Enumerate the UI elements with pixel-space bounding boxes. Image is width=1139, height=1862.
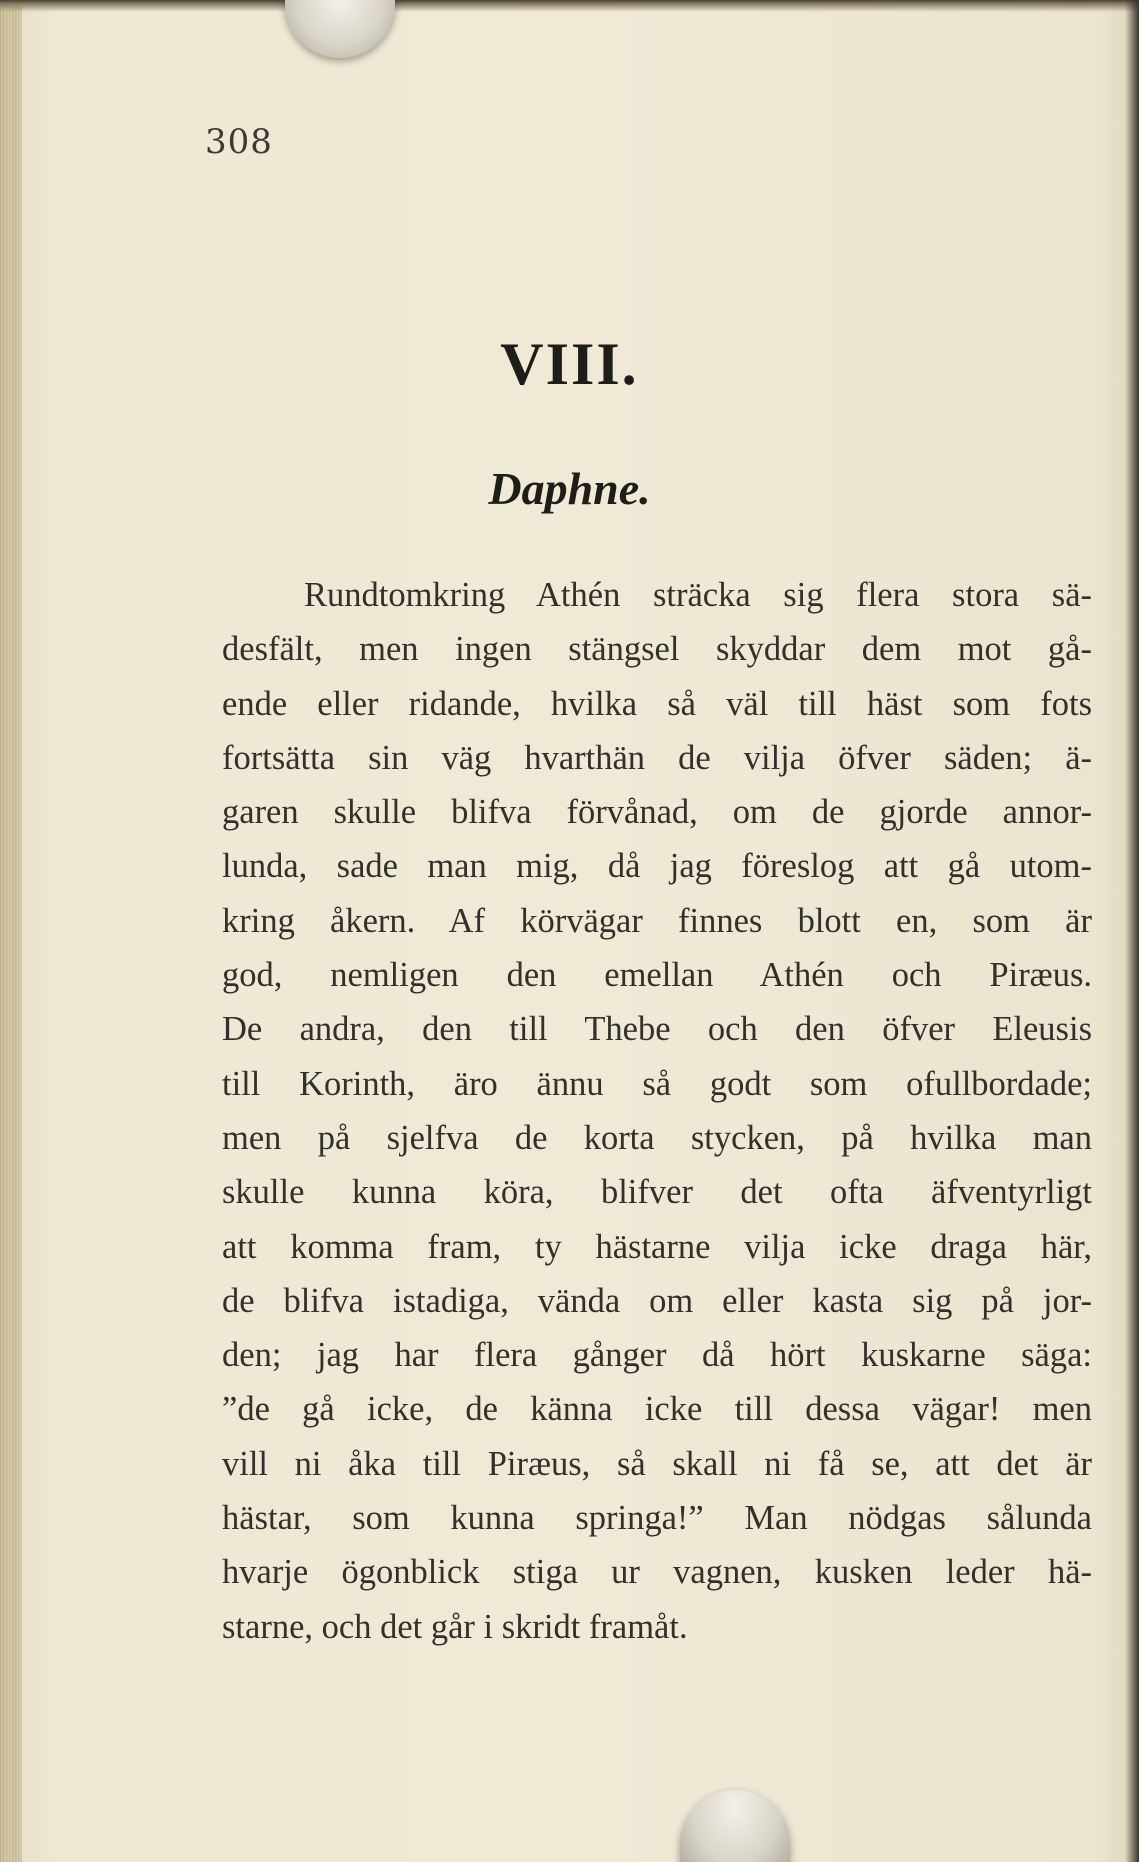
text-line: De andra, den till Thebe och den öfver Eleusis [222,1010,1092,1049]
text-line: kring åkern. Af körvägar finnes blott en, som är [222,901,1092,940]
text-line: garen skulle blifva förvånad, om de gjorde annor- [222,793,1092,832]
text-line: skulle kunna köra, blifver det ofta äfventyrligt [222,1173,1092,1212]
top-shadow [0,0,1139,12]
page-clip-bottom [680,1790,790,1862]
text-line: hästar, som kunna springa!” Man nödgas sålunda [222,1499,1092,1538]
text-line: starne, och det går i skridt framåt. [222,1607,688,1646]
text-line: lunda, sade man mig, då jag föreslog att gå utom- [222,847,1092,886]
chapter-heading: VIII. [500,331,639,397]
text-line: den; jag har flera gånger då hört kuskarne säga: [222,1336,1092,1375]
page-number: 308 [205,122,273,162]
chapter-title: Daphne. [488,463,651,514]
right-edge-shadow [1125,0,1139,1862]
text-line: god, nemligen den emellan Athén och Piræus. [222,956,1092,995]
text-line: desfält, men ingen stängsel skyddar dem mot gå- [222,630,1092,669]
text-line: vill ni åka till Piræus, så skall ni få se, att det är [222,1444,1092,1483]
text-line: att komma fram, ty hästarne vilja icke draga här, [222,1227,1092,1266]
text-line: hvarje ögonblick stiga ur vagnen, kusken leder hä- [222,1553,1092,1592]
page-edge [0,0,22,1862]
text-line: de blifva istadiga, vända om eller kasta sig på jor- [222,1281,1092,1320]
text-line: till Korinth, äro ännu så godt som ofullbordade; [222,1064,1092,1103]
text-line: ”de gå icke, de känna icke till dessa vägar! men [222,1390,1092,1429]
text-line: ende eller ridande, hvilka så väl till häst som fots [222,684,1092,723]
text-line: men på sjelfva de korta stycken, på hvilka man [222,1118,1092,1157]
page-clip-top [285,0,395,58]
body-text [222,568,1092,1654]
text-line: Rundtomkring Athén sträcka sig flera stora sä- [304,576,1092,614]
text-line: fortsätta sin väg hvarthän de vilja öfver säden; ä- [222,738,1092,777]
